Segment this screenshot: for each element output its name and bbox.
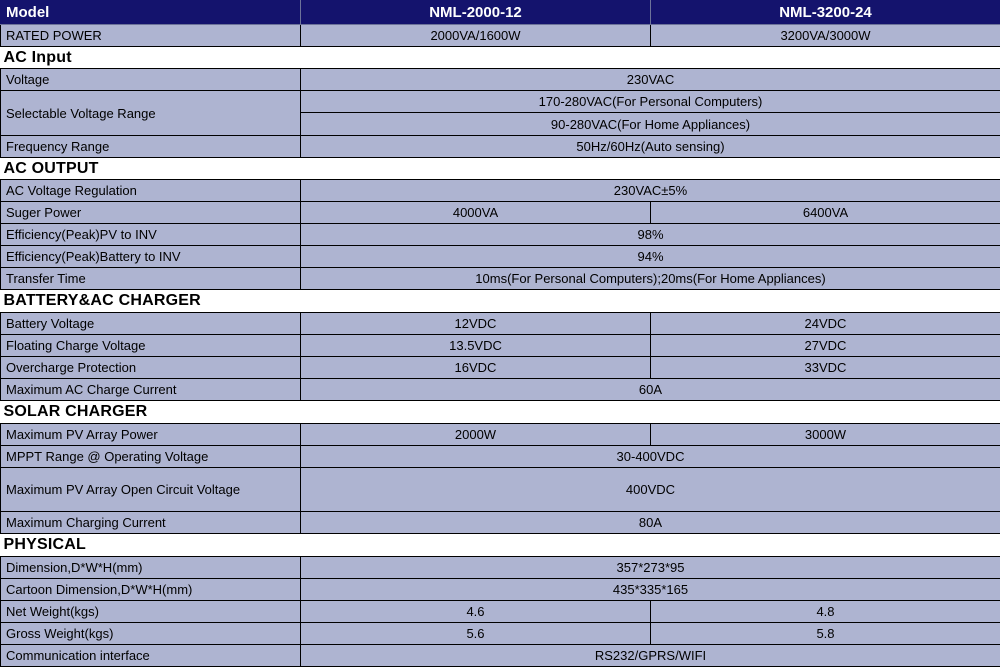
row-transfer-time [1,268,1000,290]
row-label: Selectable Voltage Range [1,91,301,136]
row-value: 30-400VDC [301,446,1000,468]
row-frequency-range [1,136,1000,158]
row-maximum-charging-current [1,512,1000,534]
section-title: PHYSICAL [1,534,1000,557]
row-value-2: 24VDC [651,313,1000,335]
section-solar-charger [1,401,1000,424]
row-value: 90-280VAC(For Home Appliances) [301,113,1000,136]
row-value: 357*273*95 [301,557,1000,579]
row-maximum-pv-array-power [1,424,1000,446]
row-battery-voltage [1,313,1000,335]
header-row [1,1,1000,25]
row-value-1: 5.6 [301,623,651,645]
row-cartoon-dimension [1,579,1000,601]
row-selectable-voltage-range-1 [1,91,1000,113]
row-rated-power [1,25,1000,47]
row-value: 60A [301,379,1000,401]
section-ac-input [1,47,1000,69]
row-value: 94% [301,246,1000,268]
row-label: Transfer Time [1,268,301,290]
row-value: 80A [301,512,1000,534]
row-value: 230VAC [301,69,1000,91]
row-label: Voltage [1,69,301,91]
section-physical [1,534,1000,557]
row-label: Cartoon Dimension,D*W*H(mm) [1,579,301,601]
row-efficiency-pv-to-inv [1,224,1000,246]
rated-power-value-1: 2000VA/1600W [301,25,651,47]
row-label: AC Voltage Regulation [1,180,301,202]
row-label: Floating Charge Voltage [1,335,301,357]
section-ac-output [1,158,1000,180]
row-value-2: 27VDC [651,335,1000,357]
row-label: Efficiency(Peak)PV to INV [1,224,301,246]
row-value-1: 4000VA [301,202,651,224]
row-value: 400VDC [301,468,1000,512]
row-gross-weight [1,623,1000,645]
row-label: Maximum AC Charge Current [1,379,301,401]
row-overcharge-protection [1,357,1000,379]
row-label: Suger Power [1,202,301,224]
model-header-cell: Model [1,1,301,25]
row-communication-interface [1,645,1000,667]
row-maximum-ac-charge-current [1,379,1000,401]
row-label: Maximum PV Array Power [1,424,301,446]
rated-power-label: RATED POWER [1,25,301,47]
row-value: 98% [301,224,1000,246]
row-label: Maximum Charging Current [1,512,301,534]
section-title: AC OUTPUT [1,158,1000,180]
row-maximum-pv-open-circuit-voltage [1,468,1000,512]
row-value-1: 13.5VDC [301,335,651,357]
row-value-1: 2000W [301,424,651,446]
row-label: Frequency Range [1,136,301,158]
row-value-2: 6400VA [651,202,1000,224]
row-label: Dimension,D*W*H(mm) [1,557,301,579]
row-suger-power [1,202,1000,224]
row-value: 50Hz/60Hz(Auto sensing) [301,136,1000,158]
row-value: 435*335*165 [301,579,1000,601]
model-1-header-cell: NML-2000-12 [301,1,651,25]
row-label: Battery Voltage [1,313,301,335]
row-value-2: 5.8 [651,623,1000,645]
row-label: Maximum PV Array Open Circuit Voltage [1,468,301,512]
row-value-1: 4.6 [301,601,651,623]
row-value-1: 16VDC [301,357,651,379]
row-value: RS232/GPRS/WIFI [301,645,1000,667]
row-floating-charge-voltage [1,335,1000,357]
row-value-1: 12VDC [301,313,651,335]
row-ac-voltage-regulation [1,180,1000,202]
row-value: 170-280VAC(For Personal Computers) [301,91,1000,113]
row-label: Efficiency(Peak)Battery to INV [1,246,301,268]
row-efficiency-battery-to-inv [1,246,1000,268]
row-value-2: 4.8 [651,601,1000,623]
row-label: Communication interface [1,645,301,667]
row-value-2: 33VDC [651,357,1000,379]
row-label: Gross Weight(kgs) [1,623,301,645]
row-voltage [1,69,1000,91]
model-2-header-cell: NML-3200-24 [651,1,1000,25]
section-title: BATTERY&AC CHARGER [1,290,1000,313]
row-net-weight [1,601,1000,623]
row-label: Net Weight(kgs) [1,601,301,623]
row-dimension [1,557,1000,579]
row-label: MPPT Range @ Operating Voltage [1,446,301,468]
row-value-2: 3000W [651,424,1000,446]
row-value: 10ms(For Personal Computers);20ms(For Home Appliances) [301,268,1000,290]
row-label: Overcharge Protection [1,357,301,379]
section-battery-ac-charger [1,290,1000,313]
row-value: 230VAC±5% [301,180,1000,202]
rated-power-value-2: 3200VA/3000W [651,25,1000,47]
section-title: SOLAR CHARGER [1,401,1000,424]
section-title: AC Input [1,47,1000,69]
row-mppt-range [1,446,1000,468]
